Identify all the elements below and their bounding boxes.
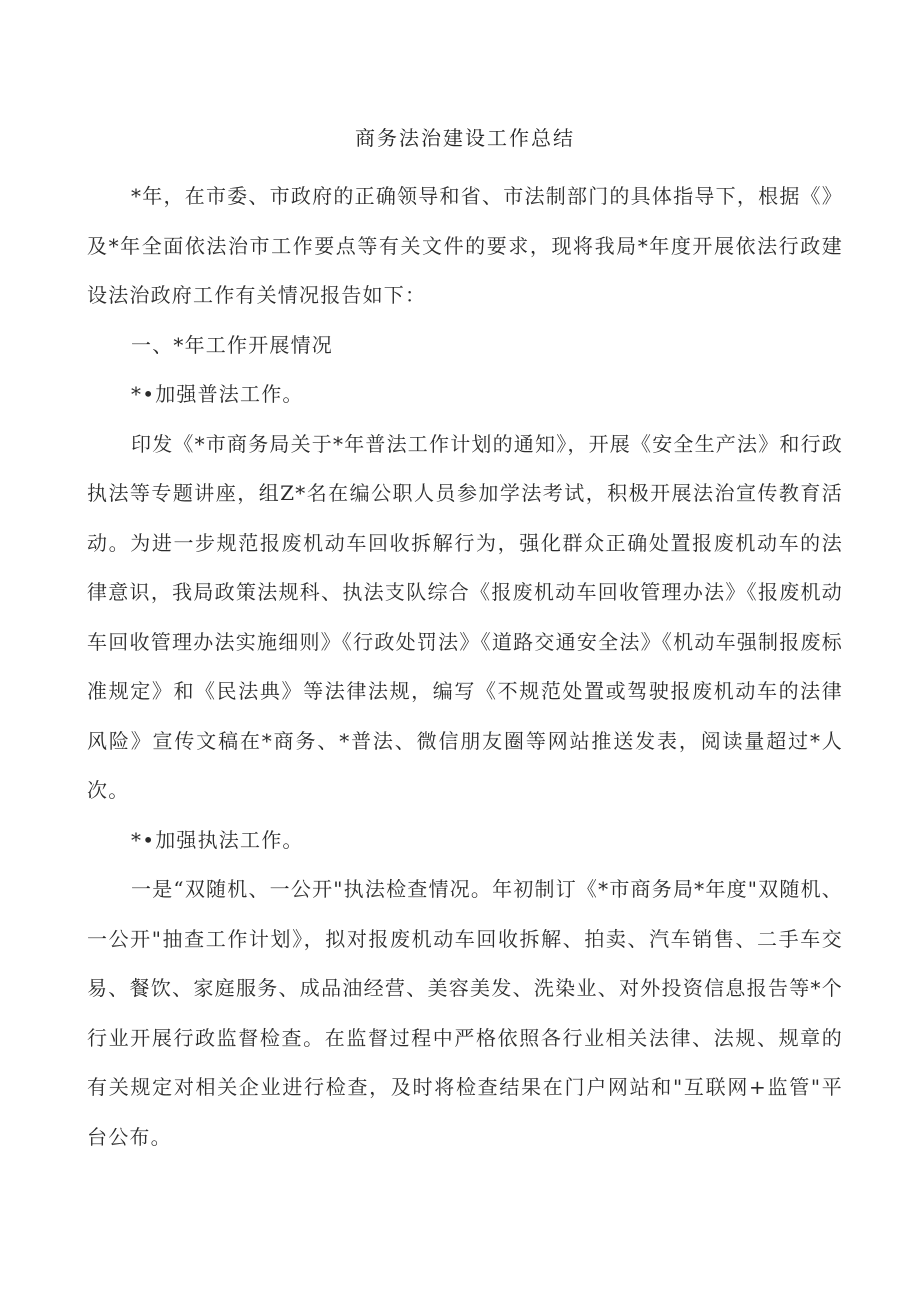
intro-paragraph: *年，在市委、市政府的正确领导和省、市法制部门的具体指导下，根据《》及*年全面依法治市工作要点等有关文件的要求，现将我局*年度开展依法行政建设法治政府工作有关情况报告如下：	[87, 184, 843, 307]
pufa-paragraph: 印发《*市商务局关于*年普法工作计划的通知》，开展《安全生产法》和行政执法等专题讲座，组Z*名在编公职人员参加学法考试，积极开展法治宣传教育活动。为进一步规范报废机动车回收拆解行为，强化群众正确处置报废机动车的法律意识，我局政策法规科、执法支队综合《报废机动车回收管理办法》《报废机动车回收管理办法实施细则》《行政处罚法》《道路交通安全法》《机动车强制报废标准规定》和《民法典》等法律法规，编写《不规范处置或驾驶报废机动车的法律风险》宣传文稿在*商务、*普法、微信朋友圈等网站推送发表，阅读量超过*人次。	[87, 431, 843, 802]
section-heading-1: 一、*年工作开展情况	[131, 332, 333, 357]
document-title: 商务法治建设工作总结	[355, 126, 575, 150]
zhifa-paragraph: 一是“双随机、一公开"执法检查情况。年初制订《*市商务局*年度"双随机、一公开"抽查工作计划》，拟对报废机动车回收拆解、拍卖、汽车销售、二手车交易、餐饮、家庭服务、成品油经营、美容美发、洗染业、对外投资信息报告等*个行业开展行政监督检查。在监督过程中严格依照各行业相关法律、法规、规章的有关规定对相关企业进行检查，及时将检查结果在门户网站和"互联网+监管"平台公布。	[87, 877, 843, 1149]
document-page	[87, 118, 843, 1162]
subheading-pufa: *•加强普法工作。	[131, 382, 304, 406]
subheading-zhifa: *•加强执法工作。	[131, 827, 304, 852]
